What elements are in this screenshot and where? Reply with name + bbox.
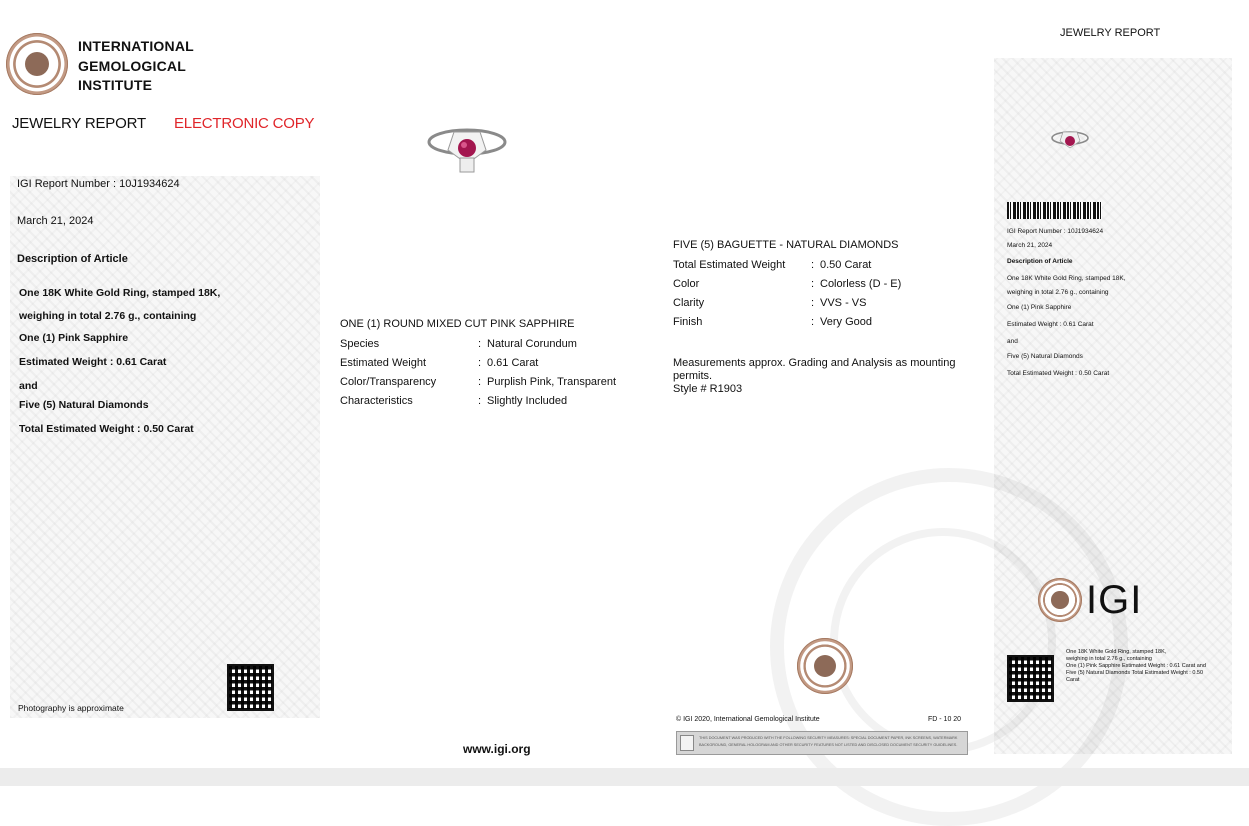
institute-line: INSTITUTE (78, 77, 153, 93)
igi-seal-logo (6, 33, 68, 95)
right-description-line: Estimated Weight : 0.61 Carat (1007, 321, 1094, 328)
security-strip (676, 731, 968, 755)
security-text: THIS DOCUMENT WAS PRODUCED WITH THE FOLLOWING SECURITY MEASURES: SPECIAL DOCUMENT PAPER, INK SCREENS, WATERMARK BACKGROUND, GENERAL HOLOGRAM AND OTHER SECURITY FEATURES NOT LISTED AND DISCLOSED DOCUMENT SECURITY GUIDELINES. (699, 736, 958, 747)
right-date: March 21, 2024 (1007, 242, 1053, 249)
right-description-line: Five (5) Natural Diamonds (1007, 353, 1083, 360)
right-summary-line: Carat (1066, 677, 1080, 683)
description-line: Estimated Weight : 0.61 Carat (19, 356, 167, 368)
measurement-note: Measurements approx. Grading and Analysis as mounting (673, 357, 956, 369)
row-colon: : (478, 338, 482, 350)
row-label: Characteristics (340, 395, 413, 407)
igi-small-seal (1038, 578, 1082, 622)
row-label: Species (340, 338, 380, 350)
row-label: Clarity (673, 297, 705, 309)
row-label: Total Estimated Weight (673, 259, 786, 271)
report-date: March 21, 2024 (17, 215, 94, 227)
description-line: and (19, 380, 38, 392)
electronic-copy-label: ELECTRONIC COPY (174, 115, 315, 132)
row-value: 0.61 Carat (487, 357, 539, 369)
row-colon: : (478, 357, 482, 369)
description-line: Five (5) Natural Diamonds (19, 399, 149, 411)
institute-name (78, 37, 194, 96)
description-line: One 18K White Gold Ring, stamped 18K, (19, 287, 221, 299)
row-value: Colorless (D - E) (820, 278, 902, 290)
right-summary-line: weighing in total 2.76 g., containing (1066, 656, 1152, 662)
row-value: Natural Corundum (487, 338, 577, 350)
right-report-title: JEWELRY REPORT (1060, 27, 1161, 39)
institute-line: GEMOLOGICAL (78, 57, 186, 74)
footer-bar (0, 768, 1249, 786)
right-description-line: and (1007, 338, 1018, 345)
right-summary-line: One 18K White Gold Ring, stamped 18K, (1066, 649, 1167, 655)
ring-thumbnail (1050, 128, 1090, 156)
institute-line: INTERNATIONAL (78, 38, 194, 54)
row-label: Color/Transparency (340, 376, 437, 388)
right-report-number: IGI Report Number : 10J1934624 (1007, 228, 1104, 235)
website-link[interactable]: www.igi.org (463, 742, 531, 756)
measurement-note: permits. (673, 370, 713, 382)
row-value: 0.50 Carat (820, 259, 872, 271)
row-value: VVS - VS (820, 297, 867, 309)
right-summary-line: One (1) Pink Sapphire Estimated Weight : 0.61 Carat and (1066, 663, 1206, 669)
security-lock-icon (680, 735, 694, 751)
photo-note: Photography is approximate (18, 703, 124, 713)
row-value: Slightly Included (487, 395, 568, 407)
ring-photo (426, 124, 508, 176)
description-line: weighing in total 2.76 g., containing (19, 310, 197, 322)
row-label: Finish (673, 316, 703, 328)
right-summary-line: Five (5) Natural Diamonds Total Estimated Weight : 0.50 (1066, 670, 1204, 676)
description-heading: Description of Article (17, 253, 128, 265)
style-number: Style # R1903 (673, 383, 743, 395)
igi-logo-text: IGI (1086, 578, 1143, 622)
row-label: Color (673, 278, 700, 290)
right-description-line: Total Estimated Weight : 0.50 Carat (1007, 370, 1110, 377)
description-line: Total Estimated Weight : 0.50 Carat (19, 423, 194, 435)
row-value: Very Good (820, 316, 872, 328)
row-colon: : (811, 297, 815, 309)
row-colon: : (478, 376, 482, 388)
qr-code[interactable] (227, 664, 274, 711)
right-description-heading: Description of Article (1007, 258, 1073, 265)
row-label: Estimated Weight (340, 357, 427, 369)
row-colon: : (811, 278, 815, 290)
row-colon: : (811, 259, 815, 271)
description-line: One (1) Pink Sapphire (19, 332, 129, 344)
right-qr-code[interactable] (1007, 655, 1054, 702)
form-code: FD - 10 20 (928, 716, 962, 723)
igi-seal-stamp (797, 638, 853, 694)
diamonds-heading: FIVE (5) BAGUETTE - NATURAL DIAMONDS (673, 239, 899, 251)
report-number: IGI Report Number : 10J1934624 (17, 178, 180, 190)
sapphire-heading: ONE (1) ROUND MIXED CUT PINK SAPPHIRE (340, 318, 575, 330)
report-title: JEWELRY REPORT (12, 115, 146, 132)
barcode (1007, 202, 1102, 219)
copyright: © IGI 2020, International Gemological Institute (676, 716, 820, 723)
right-description-line: One 18K White Gold Ring, stamped 18K, (1007, 275, 1126, 282)
row-colon: : (811, 316, 815, 328)
row-colon: : (478, 395, 482, 407)
row-value: Purplish Pink, Transparent (487, 376, 617, 388)
right-description-line: One (1) Pink Sapphire (1007, 304, 1072, 311)
right-description-line: weighing in total 2.76 g., containing (1007, 289, 1109, 296)
